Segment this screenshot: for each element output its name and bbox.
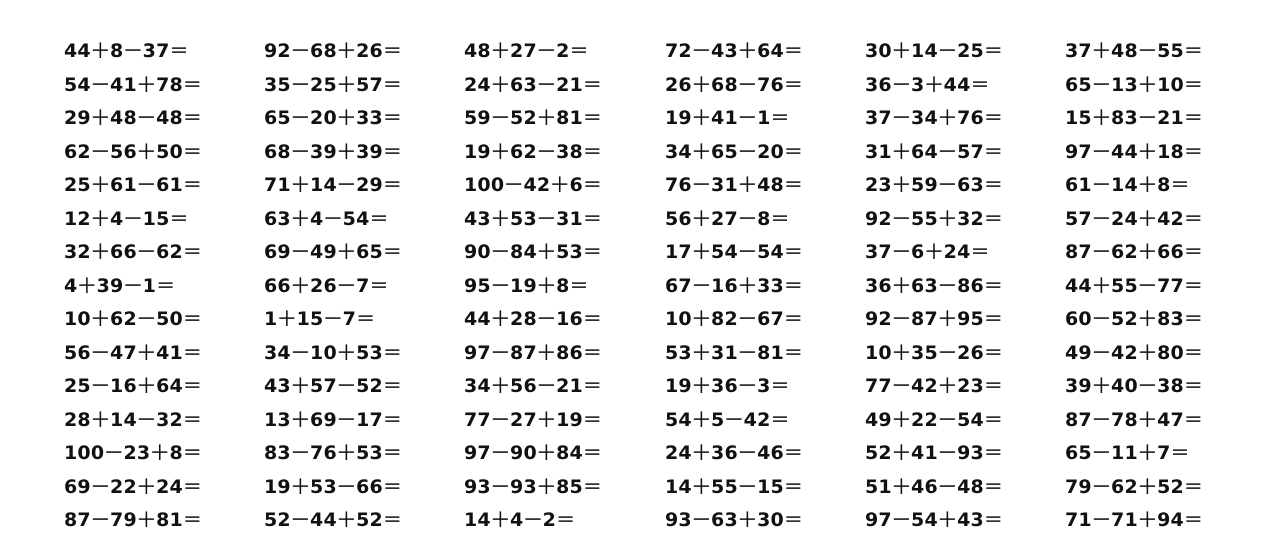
problem: 36＋63－86＝ — [865, 274, 1004, 297]
problem: 67－16＋33＝ — [665, 274, 804, 297]
problem-row — [64, 302, 1244, 336]
problem: 29＋48－48＝ — [64, 107, 203, 129]
problem: 71－71＋94＝ — [1065, 509, 1204, 531]
problem: 51＋46－48＝ — [865, 475, 1004, 498]
problem: 10＋35－26＝ — [865, 341, 1004, 364]
problem: 37－6＋24＝ — [865, 241, 990, 263]
problem: 10＋82－67＝ — [665, 308, 804, 330]
problem: 34－10＋53＝ — [264, 341, 403, 364]
problem: 65－11＋7＝ — [1065, 442, 1190, 464]
problem: 36－3＋44＝ — [865, 73, 990, 96]
problem: 44＋8－37＝ — [64, 40, 189, 62]
problem-row — [64, 34, 1244, 68]
problem: 77－27＋19＝ — [464, 408, 603, 431]
problem: 53＋31－81＝ — [665, 341, 804, 364]
problem: 10＋62－50＝ — [64, 308, 203, 330]
problem-row — [64, 135, 1244, 169]
problem-row — [64, 503, 1244, 537]
problem: 49＋22－54＝ — [865, 408, 1004, 431]
problem: 25＋61－61＝ — [64, 174, 203, 196]
problem: 15＋83－21＝ — [1065, 107, 1204, 129]
problem: 79－62＋52＝ — [1065, 475, 1204, 498]
problem: 14＋55－15＝ — [665, 475, 804, 498]
problem: 90－84＋53＝ — [464, 241, 603, 263]
problem: 100－42＋6＝ — [464, 174, 603, 196]
problem: 92－55＋32＝ — [865, 207, 1004, 230]
problem: 35－25＋57＝ — [264, 73, 403, 96]
problem: 93－93＋85＝ — [464, 475, 603, 498]
problem: 19＋53－66＝ — [264, 475, 403, 498]
problem: 71＋14－29＝ — [264, 174, 403, 196]
problem: 57－24＋42＝ — [1065, 207, 1204, 230]
problem-row — [64, 436, 1244, 470]
problem: 25－16＋64＝ — [64, 375, 203, 397]
problem: 24＋36－46＝ — [665, 442, 804, 464]
problem: 49－42＋80＝ — [1065, 341, 1204, 364]
problem: 93－63＋30＝ — [665, 509, 804, 531]
problem: 59－52＋81＝ — [464, 107, 603, 129]
problem: 63＋4－54＝ — [264, 207, 389, 230]
problem: 72－43＋64＝ — [665, 40, 804, 62]
problem: 54＋5－42＝ — [665, 408, 790, 431]
problem: 66＋26－7＝ — [264, 274, 389, 297]
problem-row — [64, 168, 1244, 202]
problem: 48＋27－2＝ — [464, 40, 589, 62]
problem: 100－23＋8＝ — [64, 442, 203, 464]
problem: 61－14＋8＝ — [1065, 174, 1190, 196]
problem: 68－39＋39＝ — [264, 140, 403, 163]
problem: 19＋62－38＝ — [464, 140, 603, 163]
problem-row — [64, 202, 1244, 236]
problem: 39＋40－38＝ — [1065, 375, 1204, 397]
problem: 19＋41－1＝ — [665, 107, 790, 129]
problem: 54－41＋78＝ — [64, 73, 203, 96]
problem: 24＋63－21＝ — [464, 73, 603, 96]
problem: 43＋57－52＝ — [264, 375, 403, 397]
problem: 65－13＋10＝ — [1065, 73, 1204, 96]
problem: 87－78＋47＝ — [1065, 408, 1204, 431]
problem: 14＋4－2＝ — [464, 509, 576, 531]
problem-row — [64, 470, 1244, 504]
problem: 56＋27－8＝ — [665, 207, 790, 230]
problem: 95－19＋8＝ — [464, 274, 589, 297]
problem: 87－79＋81＝ — [64, 509, 203, 531]
problem-row — [64, 235, 1244, 269]
problem: 97－87＋86＝ — [464, 341, 603, 364]
arithmetic-worksheet — [64, 34, 1244, 534]
problem: 97－44＋18＝ — [1065, 140, 1204, 163]
problem: 76－31＋48＝ — [665, 174, 804, 196]
problem: 69－49＋65＝ — [264, 241, 403, 263]
problem: 28＋14－32＝ — [64, 408, 203, 431]
problem: 1＋15－7＝ — [264, 308, 376, 330]
problem: 30＋14－25＝ — [865, 40, 1004, 62]
problem: 37－34＋76＝ — [865, 107, 1004, 129]
problem: 12＋4－15＝ — [64, 207, 189, 230]
problem: 31＋64－57＝ — [865, 140, 1004, 163]
problem: 26＋68－76＝ — [665, 73, 804, 96]
problem: 92－68＋26＝ — [264, 40, 403, 62]
problem: 52－44＋52＝ — [264, 509, 403, 531]
problem: 83－76＋53＝ — [264, 442, 403, 464]
problem: 87－62＋66＝ — [1065, 241, 1204, 263]
problem: 97－54＋43＝ — [865, 509, 1004, 531]
problem: 60－52＋83＝ — [1065, 308, 1204, 330]
problem-row — [64, 269, 1244, 303]
problem: 56－47＋41＝ — [64, 341, 203, 364]
problem-row — [64, 336, 1244, 370]
problem: 97－90＋84＝ — [464, 442, 603, 464]
problem: 34＋56－21＝ — [464, 375, 603, 397]
problem: 69－22＋24＝ — [64, 475, 203, 498]
problem-row — [64, 101, 1244, 135]
problem: 77－42＋23＝ — [865, 375, 1004, 397]
problem: 62－56＋50＝ — [64, 140, 203, 163]
problem: 34＋65－20＝ — [665, 140, 804, 163]
problem: 13＋69－17＝ — [264, 408, 403, 431]
problem-row — [64, 403, 1244, 437]
problem: 65－20＋33＝ — [264, 107, 403, 129]
problem: 37＋48－55＝ — [1065, 40, 1204, 62]
problem: 4＋39－1＝ — [64, 274, 176, 297]
problem: 92－87＋95＝ — [865, 308, 1004, 330]
problem: 43＋53－31＝ — [464, 207, 603, 230]
problem: 23＋59－63＝ — [865, 174, 1004, 196]
problem: 52＋41－93＝ — [865, 442, 1004, 464]
problem-row — [64, 68, 1244, 102]
problem: 17＋54－54＝ — [665, 241, 804, 263]
problem: 19＋36－3＝ — [665, 375, 790, 397]
problem: 44＋55－77＝ — [1065, 274, 1204, 297]
problem: 32＋66－62＝ — [64, 241, 203, 263]
problem: 44＋28－16＝ — [464, 308, 603, 330]
problem-row — [64, 369, 1244, 403]
